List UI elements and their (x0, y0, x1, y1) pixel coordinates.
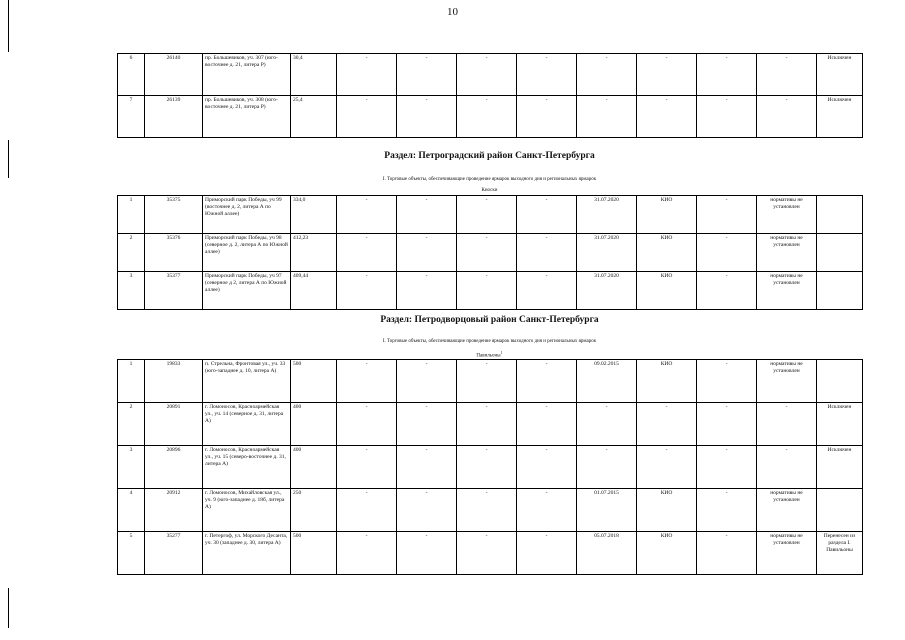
section-title: Раздел: Петроградский район Санкт-Петербурга (384, 151, 595, 161)
cell-value: - (697, 234, 757, 272)
cell-value: 01.07.2015 (577, 489, 637, 532)
cell-value: - (637, 403, 697, 446)
table-row (118, 532, 863, 575)
cell-value: нормативы не установлен (757, 234, 817, 272)
table-a (117, 53, 863, 138)
note-cell (817, 489, 863, 532)
cell-value: - (637, 96, 697, 138)
table-row (118, 360, 863, 403)
cell-value: - (757, 403, 817, 446)
object-area: 400 (291, 403, 337, 446)
cell-value: - (457, 234, 517, 272)
cell-value: 31.07.2020 (577, 196, 637, 234)
cell-value: - (517, 446, 577, 489)
cell-value: - (397, 403, 457, 446)
cell-value: - (457, 532, 517, 575)
note-cell: Перенесен из раздела I. Павильоны (817, 532, 863, 575)
object-address: г. Ломоносов, Михайловская ул., уч. 9 (юго-западнее д. 18б, литера А) (203, 489, 291, 532)
cell-value: - (517, 96, 577, 138)
object-address: п. Стрельна, Фронтовая ул., уч. 33 (юго-западнее д. 10, литера А) (203, 360, 291, 403)
page-edge-line (8, 140, 9, 178)
note-cell: Исключен (817, 403, 863, 446)
cell-value: нормативы не установлен (757, 489, 817, 532)
cell-value: КИО (637, 489, 697, 532)
row-number: 2 (118, 234, 145, 272)
table-b (117, 195, 863, 310)
object-code: 26139 (145, 96, 203, 138)
object-address: г. Ломоносов, Красноармейская ул., уч. 15 (северо-восточнее д. 31, литера А) (203, 446, 291, 489)
object-code: 26140 (145, 54, 203, 96)
cell-value: - (697, 96, 757, 138)
cell-value: - (697, 403, 757, 446)
table-row (118, 196, 863, 234)
cell-value: - (337, 532, 397, 575)
object-area: 500 (291, 532, 337, 575)
row-number: 5 (118, 532, 145, 575)
table-row (118, 446, 863, 489)
note-cell: Исключен (817, 96, 863, 138)
object-code: 20912 (145, 489, 203, 532)
cell-value: - (517, 489, 577, 532)
row-number: 6 (118, 54, 145, 96)
cell-value: - (337, 54, 397, 96)
cell-value: - (337, 489, 397, 532)
cell-value: - (397, 446, 457, 489)
cell-value: - (637, 446, 697, 489)
object-address: Приморский парк Победы, уч 97 (северное д 2, литера А по Южной аллее) (203, 272, 291, 310)
cell-value: - (457, 54, 517, 96)
cell-value: - (697, 446, 757, 489)
note-cell (817, 272, 863, 310)
object-code: 20891 (145, 403, 203, 446)
section-title: Раздел: Петродворцовый район Санкт-Петербурга (380, 315, 599, 325)
cell-value: - (397, 54, 457, 96)
category-label-text: Павильоны (476, 353, 501, 359)
cell-value: - (397, 360, 457, 403)
cell-value: - (397, 532, 457, 575)
cell-value: - (337, 96, 397, 138)
table-row (118, 96, 863, 138)
table-row (118, 272, 863, 310)
cell-value: - (697, 54, 757, 96)
cell-value: - (457, 360, 517, 403)
cell-value: нормативы не установлен (757, 272, 817, 310)
cell-value: - (577, 403, 637, 446)
object-area: 334,0 (291, 196, 337, 234)
row-number: 1 (118, 196, 145, 234)
row-number: 7 (118, 96, 145, 138)
table-row (118, 489, 863, 532)
object-area: 400 (291, 446, 337, 489)
page-number: 10 (447, 6, 458, 18)
cell-value: - (517, 360, 577, 403)
cell-value: - (577, 54, 637, 96)
object-code: 19833 (145, 360, 203, 403)
cell-value: - (337, 403, 397, 446)
cell-value: нормативы не установлен (757, 196, 817, 234)
cell-value: - (457, 272, 517, 310)
cell-value: - (457, 196, 517, 234)
object-code: 20896 (145, 446, 203, 489)
cell-value: - (457, 489, 517, 532)
cell-value: - (397, 272, 457, 310)
cell-value: 09.02.2015 (577, 360, 637, 403)
cell-value: - (757, 54, 817, 96)
table-row (118, 234, 863, 272)
cell-value: 31.07.2020 (577, 234, 637, 272)
cell-value: - (457, 446, 517, 489)
cell-value: - (517, 54, 577, 96)
note-cell: Исключен (817, 446, 863, 489)
row-number: 4 (118, 489, 145, 532)
note-cell (817, 196, 863, 234)
cell-value: - (337, 360, 397, 403)
cell-value: - (517, 196, 577, 234)
section-subtitle: I. Торговые объекты, обеспечивающие проведение ярмарок выходного дня и региональных ярмарок (382, 339, 597, 344)
page-edge-line (8, 0, 9, 52)
cell-value: - (457, 403, 517, 446)
cell-value: 31.07.2020 (577, 272, 637, 310)
object-area: 409,44 (291, 272, 337, 310)
cell-value: - (337, 196, 397, 234)
cell-value: - (337, 446, 397, 489)
note-cell (817, 234, 863, 272)
cell-value: - (337, 272, 397, 310)
section-subtitle: I. Торговые объекты, обеспечивающие проведение ярмарок выходного дня и региональных ярмарок (382, 177, 597, 182)
cell-value: - (697, 532, 757, 575)
page-edge-line (8, 588, 9, 628)
row-number: 3 (118, 272, 145, 310)
object-code: 35376 (145, 234, 203, 272)
object-area: 30,4 (291, 54, 337, 96)
table-row (118, 403, 863, 446)
cell-value: - (697, 272, 757, 310)
cell-value: 05.07.2018 (577, 532, 637, 575)
cell-value: - (757, 96, 817, 138)
row-number: 3 (118, 446, 145, 489)
cell-value: - (637, 54, 697, 96)
cell-value: - (337, 234, 397, 272)
cell-value: КИО (637, 532, 697, 575)
object-address: г. Ломоносов, Красноармейская ул., уч. 14 (северное д. 31, литера А) (203, 403, 291, 446)
cell-value: - (517, 234, 577, 272)
footnote-marker: 1 (500, 350, 503, 355)
object-area: 250 (291, 489, 337, 532)
object-address: г. Петергоф, ул. Морского Десанта, уч. 30 (западнее д. 30, литера А) (203, 532, 291, 575)
cell-value: - (517, 272, 577, 310)
table-row (118, 54, 863, 96)
object-code: 35277 (145, 532, 203, 575)
cell-value: - (457, 96, 517, 138)
cell-value: КИО (637, 360, 697, 403)
cell-value: - (397, 234, 457, 272)
cell-value: КИО (637, 272, 697, 310)
object-area: 412,23 (291, 234, 337, 272)
object-area: 500 (291, 360, 337, 403)
cell-value: - (757, 446, 817, 489)
table-c (117, 359, 863, 575)
cell-value: нормативы не установлен (757, 532, 817, 575)
object-address: пр. Большевиков, уч. 307 (юго-восточнее д. 21, литера Р) (203, 54, 291, 96)
cell-value: - (697, 196, 757, 234)
row-number: 1 (118, 360, 145, 403)
cell-value: - (697, 360, 757, 403)
cell-value: - (577, 446, 637, 489)
cell-value: КИО (637, 234, 697, 272)
object-code: 35377 (145, 272, 203, 310)
cell-value: КИО (637, 196, 697, 234)
cell-value: - (517, 403, 577, 446)
cell-value: - (397, 96, 457, 138)
note-cell (817, 360, 863, 403)
cell-value: - (697, 489, 757, 532)
cell-value: - (397, 196, 457, 234)
object-address: Приморский парк Победы, уч 98 (северное д. 2, литера А по Южной аллее) (203, 234, 291, 272)
category-label: Киоски (481, 188, 498, 193)
category-label (117, 350, 862, 359)
cell-value: - (397, 489, 457, 532)
row-number: 2 (118, 403, 145, 446)
object-address: Приморский парк Победы, уч 99 (восточнее д. 2, литера А по Южной аллее) (203, 196, 291, 234)
object-code: 35375 (145, 196, 203, 234)
note-cell: Исключен (817, 54, 863, 96)
object-area: 25,4 (291, 96, 337, 138)
cell-value: - (517, 532, 577, 575)
cell-value: - (577, 96, 637, 138)
cell-value: нормативы не установлен (757, 360, 817, 403)
object-address: пр. Большевиков, уч. 308 (юго-восточнее д. 21, литера Р) (203, 96, 291, 138)
